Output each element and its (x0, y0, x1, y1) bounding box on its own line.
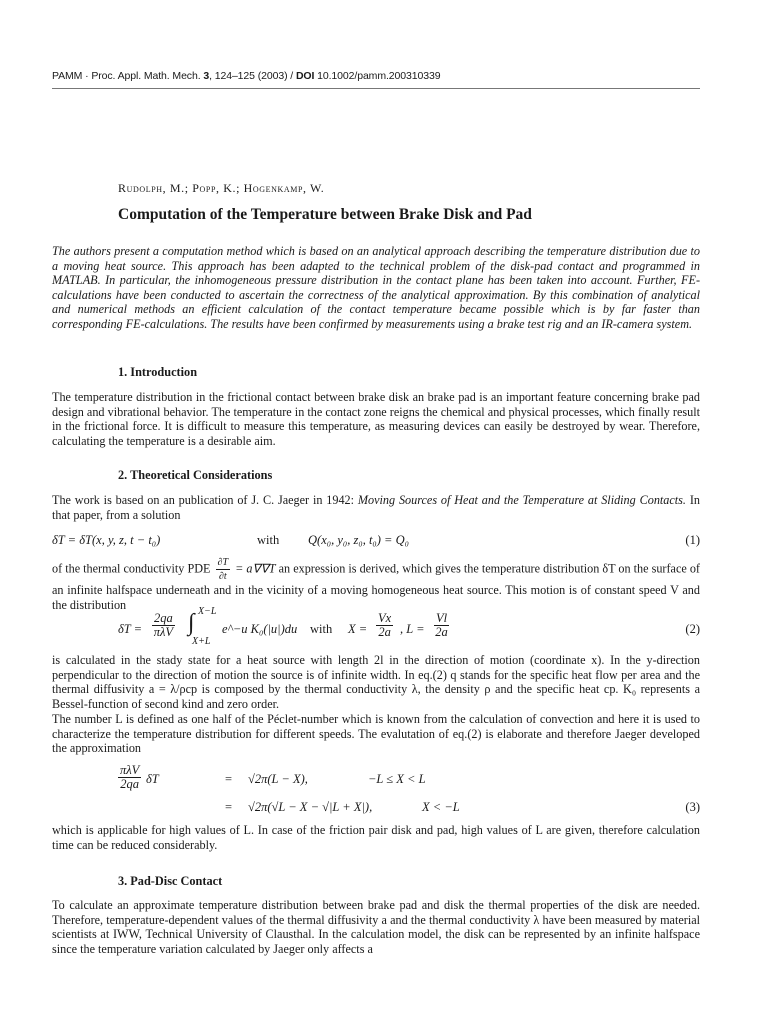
theory-paragraph-1 (52, 493, 700, 522)
eq2-l-denominator: 2a (435, 625, 448, 639)
pde-denominator: ∂t (218, 571, 227, 582)
eq2-integrand: e^−u K₀(|u|)du (222, 622, 298, 636)
introduction-paragraph: The temperature distribution in the frictional contact between brake disk an brake pad is an important feature concerning brake pad design and vibrational behavior. The temperature in the contact zone reigns the chemical and physical processes, which finally result in the frictional force. It is difficult to measure this temperature, as measuring devices can easily be destroyed by wear. Therefore, calculating the temperature is a desirable aim. (52, 390, 700, 448)
equation-2 (52, 606, 700, 648)
header-rule (52, 88, 700, 89)
eq2-l-numerator: Vl (436, 611, 448, 625)
journal-prefix: PAMM · Proc. Appl. Math. Mech. (52, 70, 204, 82)
pde-rhs: = a∇∇T (232, 561, 276, 576)
doi-label: DOI (295, 70, 315, 82)
theory-paragraph-2 (52, 556, 700, 612)
integral-upper: X−L (198, 606, 217, 617)
eq3-row1: √2π(L − X), (248, 772, 308, 786)
theory-paragraph-4: The number L is defined as one half of the Péclet-number which is known from the calculation of convection and here it is used to characterize the temperature distribution for different speeds. The evalutation of eq.(2) is elaborate and therefore Jaeger developed the approximation (52, 712, 700, 756)
eq1-rhs: Q(x₀, y₀, z₀, t₀) = Q₀ (308, 533, 409, 547)
eq3-equals-1: = (225, 772, 233, 786)
theory-paragraph-3: is calculated in the stady state for a heat source with length 2l in the direction of motion (coordinate x). In the y-direction perpendicular to the direction of motion the source is of infinite width. In eq.(2) q stands for the specific heat flow per area and the thermal diffusivity a = λ/ρcp is composed by the thermal conductivity λ, the density ρ and the specific heat cp. K₀ represents a Bessel-function of second kind and zero order. (52, 653, 700, 711)
pde-fraction (216, 556, 231, 583)
eq1-number: (1) (685, 533, 700, 547)
eq3-row2: √2π(√L − X − √|L + X|), (248, 800, 373, 814)
eq3-lhs-numerator: πλV (120, 763, 140, 777)
eq2-x: X = (348, 622, 368, 636)
eq2-x-denominator: 2a (378, 625, 391, 639)
eq2-x-fraction (376, 612, 393, 639)
theory-p2-a: of the thermal conductivity PDE (52, 561, 214, 576)
authors: Rudolph, M.; Popp, K.; Hogenkamp, W. (118, 181, 325, 195)
eq3-lhs-tail: δT (146, 772, 159, 786)
eq2-lhs: δT = (118, 622, 143, 636)
theory-p1-start: The work is based on an publication of J. C. Jaeger in 1942: (52, 493, 358, 507)
eq3-equals-2: = (225, 800, 233, 814)
journal-citation (52, 70, 732, 82)
integral-sign: ∫ (188, 610, 195, 636)
journal-volume: 3 (203, 70, 210, 82)
eq2-l-fraction (434, 612, 449, 639)
paper-title: Computation of the Temperature between Brake Disk and Pad (118, 206, 532, 223)
jaeger-reference: Moving Sources of Heat and the Temperature at Sliding Contacts. (357, 493, 686, 507)
eq1-lhs: δT = δT(x, y, z, t − t₀) (52, 533, 161, 547)
eq3-lhs-fraction (118, 764, 141, 791)
eq3-number: (3) (685, 800, 700, 814)
eq2-number: (2) (685, 622, 700, 636)
integral-lower: X+L (192, 636, 211, 647)
eq1-with: with (257, 533, 280, 547)
equation-3 (52, 764, 700, 814)
pde-numerator: ∂T (217, 557, 229, 568)
eq3-condition2: X < −L (422, 800, 460, 814)
eq2-numerator: 2qa (154, 611, 173, 625)
eq3-condition1: −L ≤ X < L (368, 772, 426, 786)
abstract: The authors present a computation method which is based on an analytical approach describing the temperature distribution due to a moving heat source. This approach has been adapted to the technical problem of the disk-pad contact and programmed in MATLAB. In particular, the inhomogeneous pressure distribution in the contact plane has been taken into account. Further, FE-calculations have been conducted to ascertain the correctness of the analytical approximation. By this combination of analytical and numerical methods an efficient calculation of the contact temperature became possible which is by far faster than corresponding FE-calculations. The results have been confirmed by measurements using a brake test rig and an IR-camera system. (52, 244, 700, 331)
eq2-x-numerator: Vx (378, 611, 392, 625)
section-heading-theory: 2. Theoretical Considerations (118, 468, 273, 482)
eq3-lhs-denominator: 2qa (120, 777, 140, 791)
journal-pages-year: , 124–125 (2003) / (209, 70, 296, 82)
pad-disc-paragraph: To calculate an approximate temperature distribution between brake pad and disk the thermal properties of the disk are needed. Therefore, temperature-dependent values of the thermal diffusivity a and the thermal conductivity λ have been measured by material scientists at IWW, Technical University of Clausthal. In the calculation model, the disk can be represented by an infinite halfspace since the temperature variation calculated by Jaeger only affects a (52, 898, 700, 956)
theory-paragraph-5: which is applicable for high values of L. In case of the friction pair disk and pad, high values of L are given, therefore calculation time can be reduced considerably. (52, 823, 700, 852)
eq2-with: with (310, 622, 333, 636)
section-heading-pad-disc: 3. Pad-Disc Contact (118, 874, 223, 888)
theory-p2-b: an expression is derived, which gives the temperature distribution δT on the surface of an infinite halfspace underneath and in the vicinity of a moving homogeneous heat source. This motion is of constant speed V and the distribution (52, 561, 700, 612)
theory-p1-end: In that paper, from a solution (52, 493, 700, 522)
eq2-fraction (152, 612, 175, 639)
eq2-denominator: πλV (153, 625, 174, 639)
eq2-l: , L = (400, 622, 425, 636)
doi-value: 10.1002/pamm.200310339 (314, 70, 441, 82)
section-heading-introduction: 1. Introduction (118, 365, 198, 379)
